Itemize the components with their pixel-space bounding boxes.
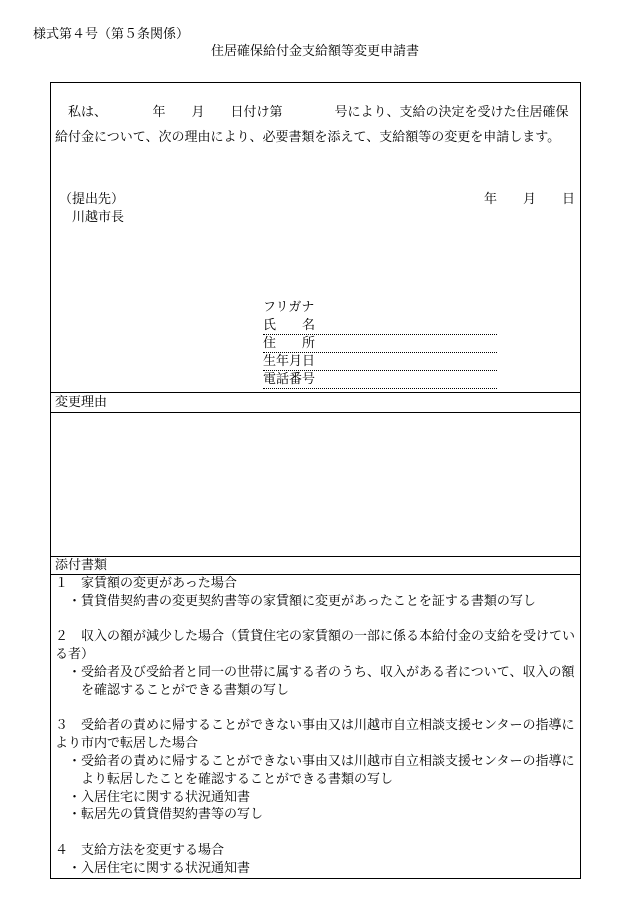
attachment-group-heading: ４ 支給方法を変更する場合: [55, 842, 225, 858]
application-date-line: 年 月 日: [483, 192, 575, 207]
applicant-block: [263, 299, 497, 389]
attachment-item: ・受給者及び受給者と同一の世帯に属する者のうち、収入がある者について、収入の額を確認することができる書類の写し: [68, 664, 575, 698]
birth-date-label: 生年月日: [263, 354, 316, 369]
change-reason-label: 変更理由: [51, 393, 580, 413]
applicant-phone-row: [263, 371, 497, 389]
attachment-group-heading: ２ 収入の額が減少した場合（賃貸住宅の家賃額の一部に係る本給付金の支給を受けている者）: [55, 629, 576, 663]
submit-to-recipient: 川越市長: [72, 210, 125, 225]
applicant-address-row: [263, 335, 497, 353]
application-form-frame: [50, 82, 581, 879]
phone-label: 電話番号: [263, 372, 316, 387]
name-label: 氏 名: [263, 318, 316, 333]
form-number: 様式第４号（第５条関係）: [33, 27, 190, 42]
attachments-label: 添付書類: [51, 557, 580, 575]
applicant-furigana-row: [263, 299, 497, 317]
attachment-group-heading: ３ 受給者の責めに帰することができない事由又は川越市自立相談支援センターの指導により市内で転居した場合: [55, 718, 575, 752]
applicant-name-row: [263, 317, 497, 335]
document-title: 住居確保給付金支給額等変更申請書: [210, 44, 419, 59]
attachments-list: [51, 575, 577, 878]
attachment-group: [55, 575, 577, 611]
application-statement: 私は、 年 月 日付け第 号により、支給の決定を受けた住居確保給付金について、次の理由により、必要書類を添えて、支給額等の変更を申請します。: [55, 105, 569, 145]
attachment-item: ・賃貸借契約書の変更契約書等の家賃額に変更があったことを証する書類の写し: [68, 593, 536, 609]
attachment-item: ・受給者の責めに帰することができない事由又は川越市自立相談支援センターの指導により転居したことを確認することができる書類の写し: [68, 753, 575, 787]
attachment-group-heading: １ 家賃額の変更があった場合: [55, 576, 237, 591]
applicant-birth-date-row: [263, 353, 497, 371]
furigana-label: フリガナ: [263, 300, 315, 315]
attachment-group: [55, 842, 577, 878]
submit-to-label: （提出先）: [59, 192, 125, 207]
change-reason-area: [51, 413, 580, 557]
attachment-item: ・転居先の賃貸借契約書等の写し: [68, 807, 264, 823]
attachment-group: [55, 628, 577, 699]
attachment-item: ・入居住宅に関する状況通知書: [68, 789, 251, 805]
attachment-group: [55, 717, 577, 824]
application-section: [51, 83, 580, 393]
attachment-item: ・入居住宅に関する状況通知書: [68, 860, 251, 876]
address-label: 住 所: [263, 336, 316, 351]
submit-to-block: [59, 191, 124, 227]
